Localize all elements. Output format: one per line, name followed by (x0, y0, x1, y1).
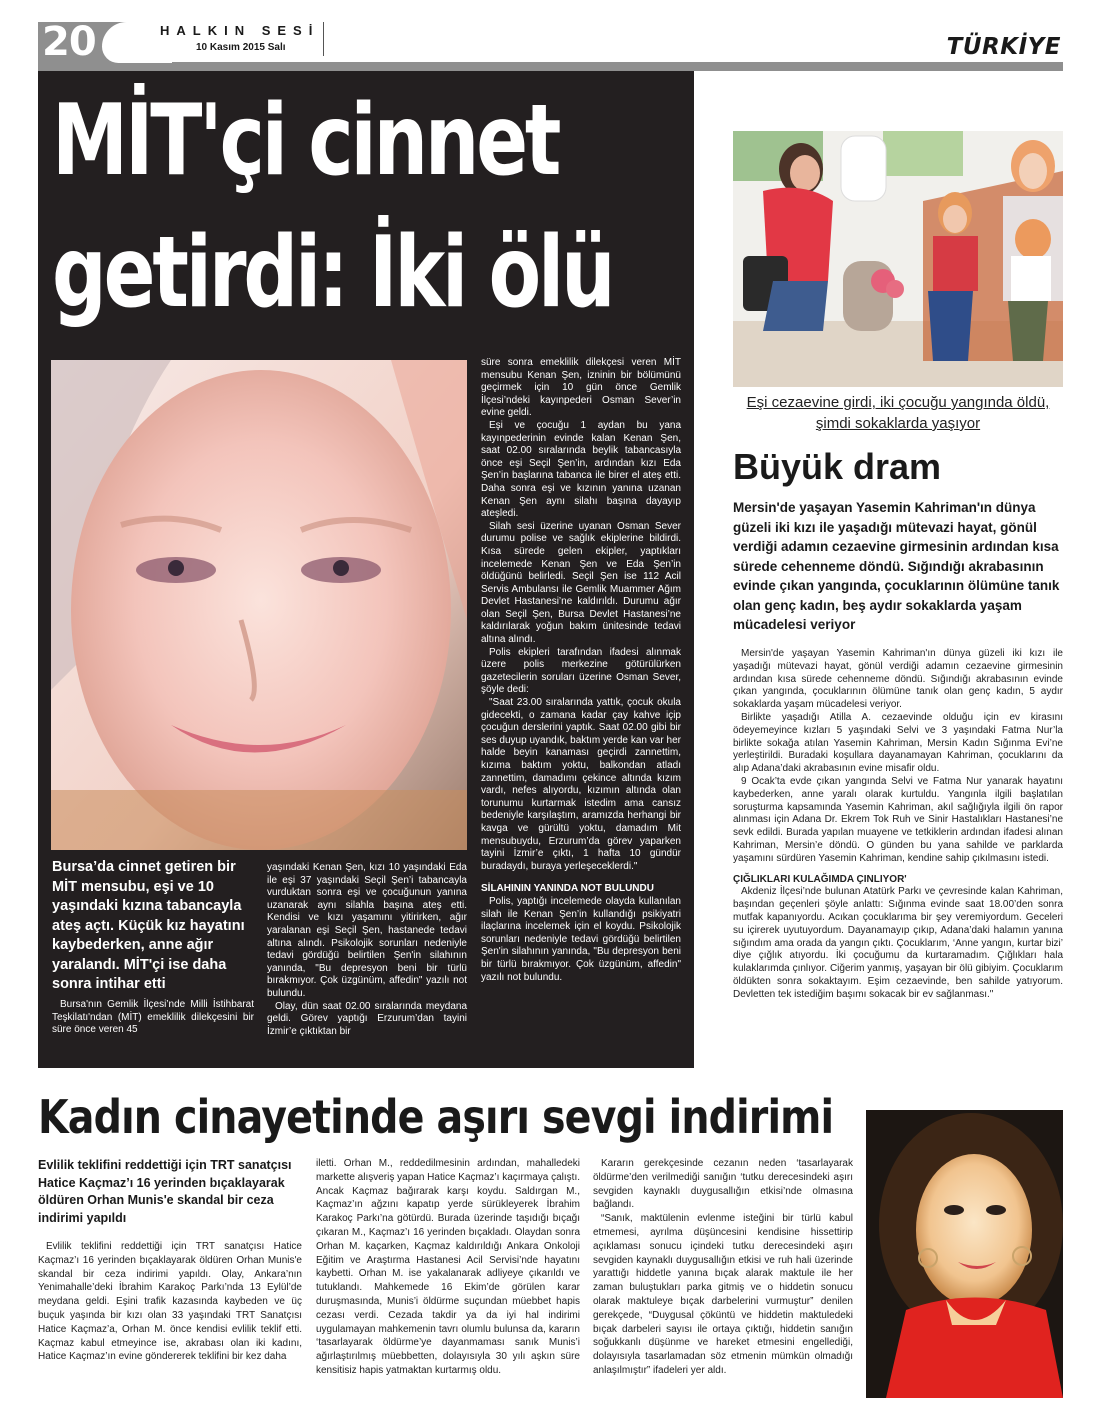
headline-line-2: getirdi: İki ölü (52, 216, 613, 330)
paragraph: Olay, dün saat 02.00 sıralarında meydana geldi. Görev yaptığı Erzurum’dan tayini İzmir’e çıktıktan bir (267, 1000, 467, 1037)
main-headline (52, 75, 613, 339)
paragraph: “Sanık, maktülenin evlenme isteğini bir türlü kabul etmemesi, ayrılma düşüncesini kendisine hissettirip açıklaması sonucu içindeki tutku derecesindeki aşırı sevgiden kaynaklı duygusallığın etkisi ve ruh hali üzerinde yarattığı hiddetle yanına bıçak alarak maktule ile her zaman buluştukları parka gitmiş ve o hiddetin sonucu olarak maktuleye bıçak darbelerini vurmuştur” denilen gerekçede, “Duygusal çöküntü ve hiddetin maktuledeki bıçak darbeleri sayısı ile ortaya çıktığı, hiddetin sanığın soğukkanlı düşünme ve hareket etmesini engellediği, dolayısıyla tasarlamadan söz etmenin mümkün olmadığı anlaşılmıştır” ifadeleri yer aldı. (593, 1213, 853, 1376)
headline-line-1: MİT'çi cinnet (52, 84, 559, 198)
family-photo-image (733, 131, 1063, 387)
kadin-headline: Kadın cinayetinde aşırı sevgi indirimi (38, 1090, 834, 1144)
paragraph: Polis, yaptığı incelemede olayda kullanılan silah ile Kenan Şen’in kullandığı psikiyatri ilaçlarına incelemek için el koydu. Psikolojik sorunları nedeniyle tedavi gördüğü belirtilen Şen'in silahının yanında, "Bu depresyon beni bir türlü bırakmıyor. Çok üzgünüm, affedin" yazılı not bulundu. (481, 895, 681, 983)
drama-body (733, 648, 1063, 1002)
header-divider (323, 22, 324, 56)
paragraph: "Saat 23.00 sıralarında yattık, çocuk okula gidecekti, o zamana kadar çay kahve içip çocuğun derslerini yaptık. Saat 02.00 gibi bir ses duyup uyandık, baktım yerde kan var her halde beyin kanaması geçirdi zannettim, kızıma baktım yoktu, balkondan atladı zannettim, damadımı çekince altında kızım vardı, nefes alıyordu, kızımın altında olan torunumu kurtarmak istedim ama cansız bedeniyle karşılaştım, aramızda herhangi bir kavga ve gürültü yoktu, damadım Mit mensubuydu, Erzurum’da görev yaparken tayini İzmir’e çıktı, 1 hafta 10 gündür buradaydı, buraya yerleşeceklerdi." (481, 697, 681, 872)
drama-photo-caption[interactable]: Eşi cezaevine girdi, iki çocuğu yangında öldü, şimdi sokaklarda yaşıyor (746, 394, 1050, 432)
main-story-column-1 (52, 999, 254, 1037)
paragraph: Kararın gerekçesinde cezanın neden ‘tasarlayarak öldürme’den verilmediği sanığın ‘tutku derecesindeki aşırı sevgiden kaynaklı duygusallığın etkisi’nde olmasına bağlandı. (593, 1158, 853, 1211)
drama-photo (733, 131, 1063, 387)
kadin-column-1 (38, 1240, 302, 1364)
paragraph: 9 Ocak’ta evde çıkan yangında Selvi ve Fatma Nur yanarak hayatını kaybederken, anne yaralı olarak kurtuldu. Yangınla ilgili başlatılan soruşturma kapsamında Yasemin Kahriman, akıl sağlığıyla ilgili ön rapor alınması için Adana Dr. Ekrem Tok Ruh ve Sinir Hastalıkları Hastanesi’ne sevk edildi. Burada yapılan muayene ve tetkiklerin ardından ifadesi alınan Kahriman, Mersin’e döndü. O günden bu yana sahilde ve parklarda yaşamını sürdüren Yasemin Kahriman, kendine sahip çıkılmasını istedi. (733, 775, 1063, 864)
kadin-deck: Evlilik teklifini reddettiği için TRT sanatçısı Hatice Kaçmaz’ı 16 yerinden bıçaklayarak öldüren Orhan Munis'e skandal bir ceza indirimi yapıldı (38, 1158, 292, 1225)
drama-deck: Mersin'de yaşayan Yasemin Kahriman'ın dünya güzeli iki kızı ile yaşadığı mütevazi hayat, gönül verdiği adamın cezaevine girmesinin ardından kısa sürede cehenneme döndü. Sığındığı akrabasının evinde çıkan yangında, çocuklarının ölümüne tanık olan genç kadın, beş aydır sokaklarda yaşam mücadelesi veriyor (733, 500, 1060, 632)
page-number: 20 (42, 19, 96, 65)
drama-headline: Büyük dram (733, 446, 942, 487)
paragraph: Evlilik teklifini reddettiği için TRT sanatçısı Hatice Kaçmaz’ı 16 yerinden bıçaklayarak öldüren Orhan Munis'e skandal bir ceza indirimi yapıldı. Olay, Ankara’nın Yenimahalle’deki İbrahim Karakoç Parkı’nda 13 Eylül’de meydana geldi. Eşini trafik kazasında kaybeden ve üç buçuk yaşında bir kızı olan 33 yaşındaki TRT Sanatçısı Hatice Kaçmaz’a, Orhan M. önce kendisi evlilik teklif etti. Kaçmaz kabul etmeyince ise, akrabası olan iki kadını, Hatice Kaçmaz’ın evine göndererek teklifini bir kez daha (38, 1241, 302, 1363)
subheading: SİLAHININ YANINDA NOT BULUNDU (481, 883, 654, 895)
paragraph: Polis ekipleri tarafından ifadesi alınmak üzere polis merkezine götürülürken gazetecilerin soruları üzerine Osman Sever, şöyle dedi: (481, 646, 681, 696)
page-header (38, 19, 1063, 71)
header-rule (38, 62, 1063, 71)
girl-portrait-image (51, 360, 467, 850)
newspaper-name: HALKIN SESİ (160, 23, 320, 38)
main-story-column-2 (267, 862, 467, 1038)
paragraph: yaşındaki Kenan Şen, kızı 10 yaşındaki Eda ile eşi 37 yaşındaki Seçil Şen’i tabancayla vurduktan sonra eşi ve çocuğunun yanına uzanarak aynı silahla başına ateş etti. Kendisi ve kızı yaşamını yitirirken, ağır yaralanan eşi Seçil Şen, hastanede tedavi altına alındı. Psikolojik sorunları nedeniyle tedavi gördüğü belirtilen Şen'in silahının yanında, "Bu depresyon beni bir türlü bırakmıyor. Çok üzgünüm, affedin" yazılı not bulundu. (267, 862, 467, 999)
hatice-photo (866, 1110, 1063, 1398)
kadin-column-3 (593, 1157, 853, 1378)
main-story-deck: Bursa’da cinnet getiren bir MİT mensubu, eşi ve 10 yaşındaki kızına tabancayla ateş açtı. Küçük kız hayatını kaybederken, anne ağır yaralandı. MİT'çi ise daha sonra intihar etti (52, 859, 245, 992)
paragraph: süre sonra emeklilik dilekçesi veren MİT mensubu Kenan Şen, izninin bir bölümünü geçirmek için 10 gün önce Gemlik İlçesi’ndeki kayınpederi Osman Sever’in evine geldi. (481, 357, 681, 419)
issue-date: 10 Kasım 2015 Salı (196, 42, 286, 53)
girl-photo (51, 360, 467, 850)
paragraph: Birlikte yaşadığı Atilla A. cezaevinde olduğu için ev kirasını ödeyemeyince kızları 5 yaşındaki Selvi ve 3 yaşındaki Fatma Nur’la birlikte sokağa atılan Yasemin Kahriman, Mersin Kadın Sığınma Evi’ne yerleştirildi. Buradaki koşullara dayanamayan Kahriman, çocuklarını da alıp Adana’daki akrabasının evine misafir oldu. (733, 711, 1063, 775)
section-name: TÜRKİYE (946, 34, 1061, 60)
kadin-column-2 (316, 1157, 580, 1378)
paragraph: Silah sesi üzerine uyanan Osman Sever durumu polise ve sağlık ekiplerine bildirdi. Kısa sürede gelen ekipler, yaptıkları incelemede Kenan Şen ve Eda Şen’in öldüğünü belirledi. Seçil Şen ise 112 Acil Servis Ambulansı ile Gemlik Muammer Ağım Devlet Hastanesi’ne kaldırıldı. Durumu ağır olan Seçil Şen, Bursa Devlet Hastanesi’ne kaldırılarak yoğun bakım ünitesinde tedavi altına alındı. (481, 520, 681, 646)
main-story (38, 71, 694, 1068)
subheading: ÇIĞLIKLARI KULAĞIMDA ÇINLIYOR' (733, 873, 907, 885)
main-story-column-3 (481, 357, 681, 984)
paragraph: Eşi ve çocuğu 1 aydan bu yana kayınpederinin evinde kalan Kenan Şen, saat 02.00 sıralarında beylik tabancasıyla önce eşi Seçil Şen’in, ardından kızı Eda Şen’in başlarına tabanca ile birer el ateş etti. Daha sonra eşi ve kızının yanına uzanan Kenan Şen aynı silahı başına dayayıp ateşledi. (481, 419, 681, 520)
paragraph: iletti. Orhan M., reddedilmesinin ardından, mahalledeki markette alışveriş yapan Hatice Kaçmaz’ı kaçırmaya çalıştı. Ancak Kaçmaz bağırarak karşı koydu. Saldırgan M., Kaçmaz’ın ağzını kapatıp yerde sürükleyerek İbrahim Karakoç Parkı’na götürdü. Burada üzerinde taşıdığı bıçağı çıkaran M., Kaçmaz’ı 16 yerinden bıçakladı. Olaydan sonra Orhan M. kaçarken, Kaçmaz kaldırıldığı Ankara Onkoloji Eğitim ve Araştırma Hastanesi Acil Servisi’nde hayatını kaybetti. Orhan M. ise yakalanarak adliyeye çıkarıldı ve tutuklandı. Mahkemede 16 Ekim’de görülen karar duruşmasında, Munis’i öldürme suçundan müebbet hapis cezası verdi. Cezada takdir ya da iyi hal indirimi uygulamayan mahkemenin tavrı olumlu bulunsa da, kararın ‘tasarlayarak öldürme’ye dayanmaması sanık Munis’i ağırlaştırılmış müebbetten, dolayısıyla 30 yılı aşkın süre kensitisiz hapis yatmaktan kurtarmış oldu. (316, 1158, 580, 1376)
woman-portrait-image (866, 1110, 1063, 1398)
paragraph: Mersin'de yaşayan Yasemin Kahriman'ın dünya güzeli iki kızı ile yaşadığı mütevazi hayat, gönül verdiği adamın cezaevine girmesinin ardından kısa sürede cehenneme döndü. Sığındığı akrabasının evinde çıkan yangında, çocuklarının ölümüne tanık olan genç kadın, 5 aydır sokaklarda yaşam mücadelesi veriyor. (733, 648, 1063, 711)
paragraph: Akdeniz İlçesi’nde bulunan Atatürk Parkı ve çevresinde kalan Kahriman, başından geçenleri şöyle anlattı: Sığınma evinde saat 18.00’den sonra mutfak kapanıyordu. Acıkan çocuklarıma bir şey veremiyordum. Geceleri su içirerek uyutuyordum. Dayanamayıp çıkıp, Adana’daki halamın yanına sığındım ama orada da yangın çıktı. Çocuklarım, ‘Anne yangın, kurtar bizi’ diye çığlık atıyordu. İki çocuğumu da kurtaramadım. Çığlıkları hala kulaklarımda çınlıyor. Ciğerim yanmış, yaşayan bir ölü gibiyim. Çocuklarım öldükten sonra sokaktayım. Eşim cezaevinde, ben sahilde yatıyorum. Devletten tek istediğim başımı sokacak bir ev sağlanması." (733, 886, 1063, 1000)
paragraph: Bursa'nın Gemlik İlçesi’nde Milli İstihbarat Teşkilatı'ndan (MİT) emeklilik dilekçesini bir süre önce veren 45 (52, 999, 254, 1036)
